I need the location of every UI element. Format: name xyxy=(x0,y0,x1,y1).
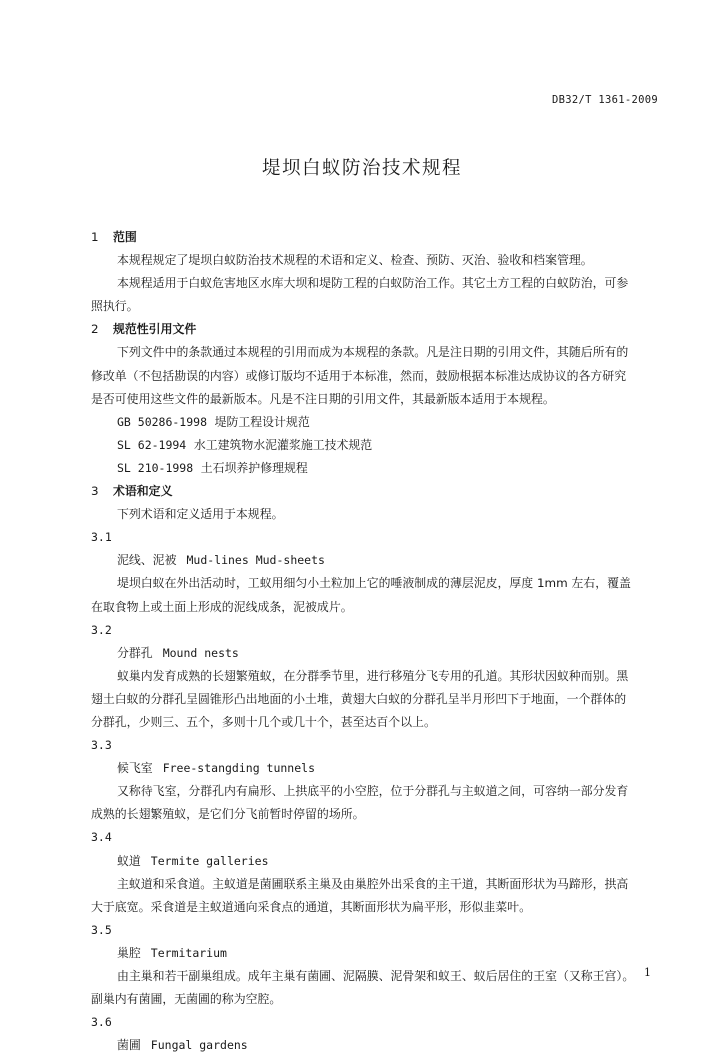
paragraph-line: 本规程规定了堤坝白蚁防治技术规程的术语和定义、检查、预防、灭治、验收和档案管理。 xyxy=(117,253,593,268)
paragraph-line: 分群孔，少则三、五个，多则十几个或几十个，甚至达百个以上。 xyxy=(91,714,436,729)
reference-code: GB 50286-1998 xyxy=(117,414,208,429)
paragraph-line: 翅土白蚁的分群孔呈圆锥形凸出地面的小土堆，黄翅大白蚁的分群孔呈半月形凹下于地面，一个群体的 xyxy=(91,691,627,706)
paragraph-line: 由主巢和若干副巢组成。成年主巢有菌圃、泥隔膜、泥骨架和蚁王、蚁后居住的王室（又称王宫）。 xyxy=(117,969,635,983)
term-name xyxy=(91,850,666,873)
reference-code: SL 62-1994 xyxy=(117,437,187,452)
term-name xyxy=(91,549,666,572)
term-number: 3.2 xyxy=(91,622,112,637)
paragraph-line: 主蚁道和采食道。主蚁道是菌圃联系主巢及由巢腔外出采食的主干道，其断面形状为马蹄形，拱高 xyxy=(117,876,629,891)
paragraph-line: 成熟的长翅繁殖蚁，是它们分飞前暂时停留的场所。 xyxy=(91,807,365,822)
paragraph-line: 下列术语和定义适用于本规程。 xyxy=(117,507,284,522)
paragraph-line: 在取食物上或土面上形成的泥线成条，泥被成片。 xyxy=(91,599,353,614)
reference-name: 水工建筑物水泥灌浆施工技术规范 xyxy=(193,437,373,452)
term-zh: 泥线、泥被 xyxy=(117,553,177,568)
term-en: Termite galleries xyxy=(150,853,269,868)
term-en: Mound nests xyxy=(162,645,239,660)
term-zh: 巢腔 xyxy=(117,945,141,960)
term-name xyxy=(91,1034,666,1057)
reference-item xyxy=(91,411,666,434)
section-1-heading xyxy=(91,226,666,249)
term-number: 3.6 xyxy=(91,1015,112,1030)
term-number: 3.3 xyxy=(91,738,112,753)
term-zh: 菌圃 xyxy=(117,1038,141,1053)
standard-code: DB32/T 1361-2009 xyxy=(552,94,658,106)
paragraph-line: 下列文件中的条款通过本规程的引用而成为本规程的条款。凡是注日期的引用文件，其随后所有的 xyxy=(117,345,629,360)
term-name xyxy=(91,757,666,780)
term-en: Fungal gardens xyxy=(150,1038,248,1053)
term-number: 3.4 xyxy=(91,830,112,845)
reference-name: 土石坝养护修理规程 xyxy=(200,460,308,475)
term-en: Termitarium xyxy=(150,945,227,960)
section-title: 范围 xyxy=(113,230,137,244)
reference-code: SL 210-1998 xyxy=(117,460,194,475)
term-en: Mud-lines Mud-sheets xyxy=(186,553,325,568)
paragraph-line: 蚁巢内发育成熟的长翅繁殖蚁，在分群季节里，进行移殖分飞专用的孔道。其形状因蚁种而别。黑 xyxy=(117,668,629,683)
term-name xyxy=(91,642,666,665)
section-number: 2 xyxy=(91,322,99,337)
document-body xyxy=(91,226,666,1057)
paragraph-line: 又称待飞室，分群孔内有扁形、上拱底平的小空腔，位于分群孔与主蚁道之间，可容纳一部分发育 xyxy=(117,784,629,799)
term-zh: 分群孔 xyxy=(117,645,153,660)
paragraph-line: 照执行。 xyxy=(91,299,139,314)
section-title: 规范性引用文件 xyxy=(113,322,197,337)
paragraph-line: 修改单（不包括勘误的内容）或修订版均不适用于本标准，然而，鼓励根据本标准达成协议的各方研究 xyxy=(91,368,627,383)
term-number: 3.1 xyxy=(91,530,112,545)
reference-name: 堤防工程设计规范 xyxy=(214,414,310,429)
section-number: 3 xyxy=(91,484,99,499)
section-2-heading xyxy=(91,318,666,341)
term-zh: 候飞室 xyxy=(117,761,153,776)
section-title: 术语和定义 xyxy=(113,484,173,499)
term-name xyxy=(91,942,666,965)
term-en: Free-stangding tunnels xyxy=(162,761,316,776)
paragraph-line: 大于底宽。采食道是主蚁道通向采食点的通道，其断面形状为扁平形，形似韭菜叶。 xyxy=(91,899,531,914)
reference-item xyxy=(91,457,666,480)
paragraph-line: 是否可使用这些文件的最新版本。凡是不注日期的引用文件，其最新版本适用于本规程。 xyxy=(91,391,555,406)
section-3-heading xyxy=(91,480,666,503)
reference-item xyxy=(91,434,666,457)
page-number: 1 xyxy=(644,966,651,979)
term-number: 3.5 xyxy=(91,922,112,937)
section-number: 1 xyxy=(91,230,99,244)
paragraph-line: 本规程适用于白蚁危害地区水库大坝和堤防工程的白蚁防治工作。其它土方工程的白蚁防治，可参 xyxy=(117,276,629,291)
term-zh: 蚁道 xyxy=(117,853,141,868)
paragraph-line: 堤坝白蚁在外出活动时，工蚁用细匀小土粒加上它的唾液制成的薄层泥皮，厚度 1mm 左右，覆盖 xyxy=(117,576,631,591)
paragraph-line: 副巢内有菌圃，无菌圃的称为空腔。 xyxy=(91,992,282,1007)
document-title: 堤坝白蚁防治技术规程 xyxy=(261,158,462,179)
